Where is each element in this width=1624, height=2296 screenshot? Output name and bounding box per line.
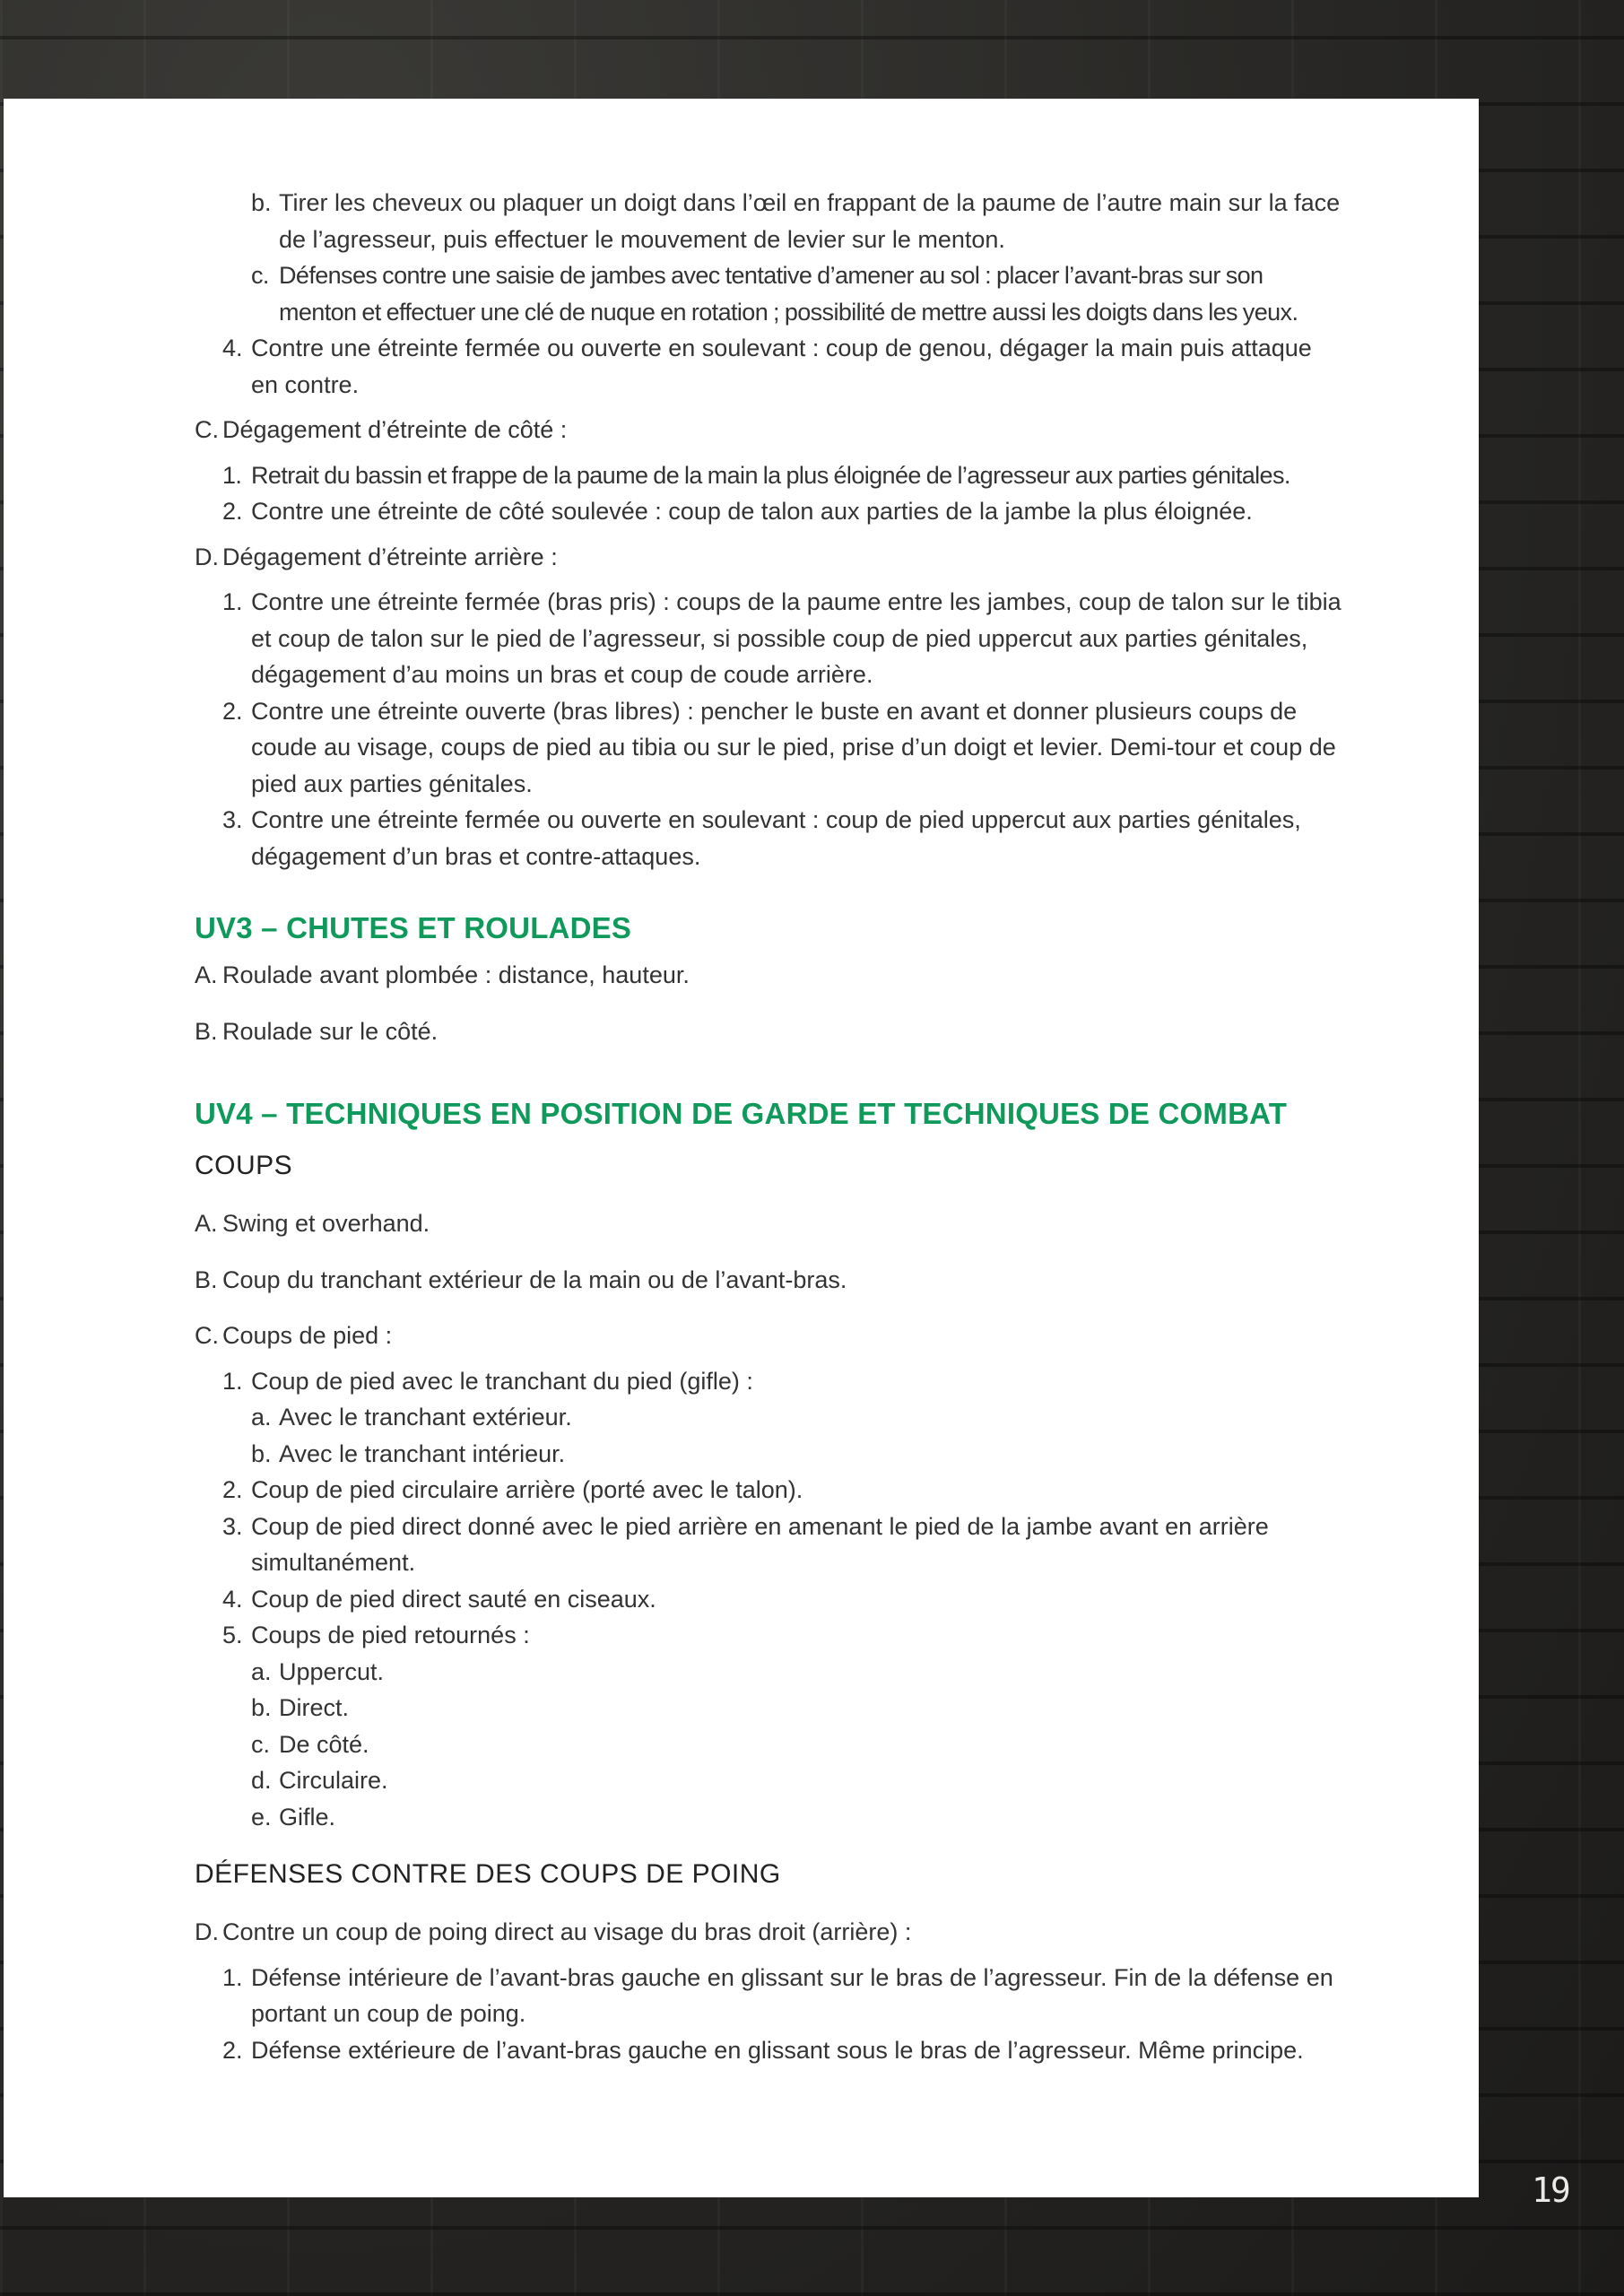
list-item <box>195 257 1344 330</box>
list-marker: b. <box>251 189 272 216</box>
section-d-heading <box>195 539 1344 576</box>
list-item-text: Contre un coup de poing direct au visage du bras droit (arrière) : <box>222 1918 912 1945</box>
list-item-text: Direct. <box>279 1694 350 1721</box>
list-item-text: Tirer les cheveux ou plaquer un doigt dans l’œil en frappant de la paume de l’autre main sur la face de l’agresseur, puis effectuer le mouvement de levier sur le menton. <box>279 189 1341 253</box>
list-item-text: Contre une étreinte fermée (bras pris) : coups de la paume entre les jambes, coup de talon sur le tibia et coup de talon sur le pied de l’agresseur, si possible coup de pied uppercut aux parties génitales, dégagement d’au moins un bras et coup de coude arrière. <box>251 588 1342 688</box>
list-item-text: Contre une étreinte ouverte (bras libres) : pencher le buste en avant et donner plusieurs coups de coude au visage, coups de pied au tibia ou sur le pied, prise d’un doigt et levier. Demi-tour et coup de pied aux parties génitales. <box>251 697 1336 797</box>
list-marker: 3. <box>222 806 243 833</box>
list-item <box>195 1363 1344 1400</box>
uv3-heading: UV3 – CHUTES ET ROULADES <box>195 911 632 944</box>
list-item-text: Coup du tranchant extérieur de la main ou de l’avant-bras. <box>222 1265 847 1293</box>
list-item <box>195 957 1344 994</box>
list-marker: 4. <box>222 1585 243 1613</box>
list-item-text: Dégagement d’étreinte de côté : <box>222 416 568 443</box>
list-item <box>195 1262 1344 1299</box>
list-item-text: Roulade sur le côté. <box>222 1017 439 1045</box>
coups-heading: COUPS <box>195 1151 293 1180</box>
list-item-text: Contre une étreinte de côté soulevée : coup de talon aux parties de la jambe la plus éloignée. <box>251 498 1253 525</box>
list-item <box>195 2032 1344 2069</box>
list-marker: a. <box>251 1404 272 1431</box>
list-item <box>195 1013 1344 1050</box>
list-marker: 2. <box>222 1476 243 1503</box>
list-marker: 5. <box>222 1622 243 1648</box>
list-marker: c. <box>251 1730 271 1758</box>
list-item-text: Défenses contre une saisie de jambes avec tentative d’amener au sol : placer l’avant-bras sur son menton et effectuer une clé de nuque en rotation ; possibilité de mettre aussi les doigts dans les yeux. <box>279 262 1298 326</box>
list-item-text: Avec le tranchant extérieur. <box>279 1404 572 1431</box>
list-marker: 1. <box>222 1367 243 1395</box>
list-item <box>195 584 1344 693</box>
list-item-text: Uppercut. <box>279 1657 385 1685</box>
list-item-text: Coup de pied circulaire arrière (porté avec le talon). <box>251 1476 803 1503</box>
list-item <box>195 1436 1344 1473</box>
list-item <box>195 1205 1344 1242</box>
uv4-heading: UV4 – TECHNIQUES EN POSITION DE GARDE ET TECHNIQUES DE COMBAT <box>195 1097 1288 1130</box>
list-item <box>195 185 1344 257</box>
list-marker: D. <box>195 543 219 570</box>
list-marker: B. <box>195 1017 218 1045</box>
list-item-text: Défense extérieure de l’avant-bras gauche en glissant sous le bras de l’agresseur. Même principe. <box>251 2036 1304 2064</box>
list-item <box>195 693 1344 803</box>
list-item <box>195 493 1344 530</box>
list-marker: 1. <box>222 461 242 489</box>
list-item-text: Coup de pied avec le tranchant du pied (gifle) : <box>251 1367 753 1395</box>
list-marker: 1. <box>222 1963 243 1991</box>
page-content <box>195 185 1344 2068</box>
list-item <box>195 1509 1344 1581</box>
document-page <box>4 99 1479 2197</box>
list-item-text: Coup de pied direct sauté en ciseaux. <box>251 1585 656 1613</box>
list-item-text: Swing et overhand. <box>222 1210 430 1237</box>
list-item-text: Coup de pied direct donné avec le pied arrière en amenant le pied de la jambe avant en arrière simultanément. <box>251 1512 1269 1576</box>
list-item <box>195 1318 1344 1354</box>
list-item <box>195 1762 1344 1799</box>
list-item <box>195 1654 1344 1691</box>
list-marker: C. <box>195 416 219 443</box>
list-item <box>195 1726 1344 1763</box>
list-item-text: Contre une étreinte fermée ou ouverte en soulevant : coup de pied uppercut aux parties génitales, dégagement d’un bras et contre-attaques. <box>251 806 1301 870</box>
list-item-text: Coups de pied : <box>222 1322 393 1349</box>
list-item-text: Circulaire. <box>279 1767 388 1794</box>
list-item-text: Contre une étreinte fermée ou ouverte en soulevant : coup de genou, dégager la main puis attaque en contre. <box>251 335 1312 398</box>
list-item <box>195 1799 1344 1836</box>
list-marker: D. <box>195 1918 219 1945</box>
list-marker: b. <box>251 1694 272 1721</box>
list-item <box>195 1914 1344 1951</box>
list-marker: 2. <box>222 498 243 525</box>
list-item-text: Gifle. <box>279 1803 336 1831</box>
list-marker: e. <box>251 1803 272 1831</box>
list-item-text: Défense intérieure de l’avant-bras gauche en glissant sur le bras de l’agresseur. Fin de la défense en portant un coup de poing. <box>251 1963 1333 2027</box>
list-item-text: Avec le tranchant intérieur. <box>279 1439 566 1467</box>
defenses-heading: DÉFENSES CONTRE DES COUPS DE POING <box>195 1859 781 1889</box>
list-marker: 2. <box>222 2036 243 2064</box>
list-item-text: Coups de pied retournés : <box>251 1622 530 1648</box>
list-item-text: Roulade avant plombée : distance, hauteur. <box>222 961 690 988</box>
list-item <box>195 457 1344 494</box>
list-marker: C. <box>195 1322 219 1349</box>
list-item-text: Dégagement d’étreinte arrière : <box>222 543 558 570</box>
list-marker: A. <box>195 961 218 988</box>
list-item <box>195 802 1344 874</box>
page-number: 19 <box>1532 2170 1569 2210</box>
list-marker: A. <box>195 1210 218 1237</box>
list-item <box>195 1960 1344 2032</box>
list-marker: 1. <box>222 588 243 615</box>
list-marker: 2. <box>222 697 243 725</box>
list-item <box>195 330 1344 403</box>
list-item <box>195 1472 1344 1509</box>
list-marker: 3. <box>222 1512 243 1540</box>
list-marker: d. <box>251 1767 272 1794</box>
list-marker: b. <box>251 1439 272 1467</box>
list-item-text: De côté. <box>279 1730 369 1758</box>
list-item-text: Retrait du bassin et frappe de la paume de la main la plus éloignée de l’agresseur aux parties génitales. <box>251 461 1290 489</box>
list-marker: c. <box>251 262 269 289</box>
list-item <box>195 1690 1344 1726</box>
section-c-heading <box>195 412 1344 448</box>
list-item <box>195 1399 1344 1436</box>
list-marker: a. <box>251 1657 272 1685</box>
list-item <box>195 1581 1344 1618</box>
list-item <box>195 1617 1344 1654</box>
list-marker: B. <box>195 1265 218 1293</box>
list-marker: 4. <box>222 335 243 361</box>
